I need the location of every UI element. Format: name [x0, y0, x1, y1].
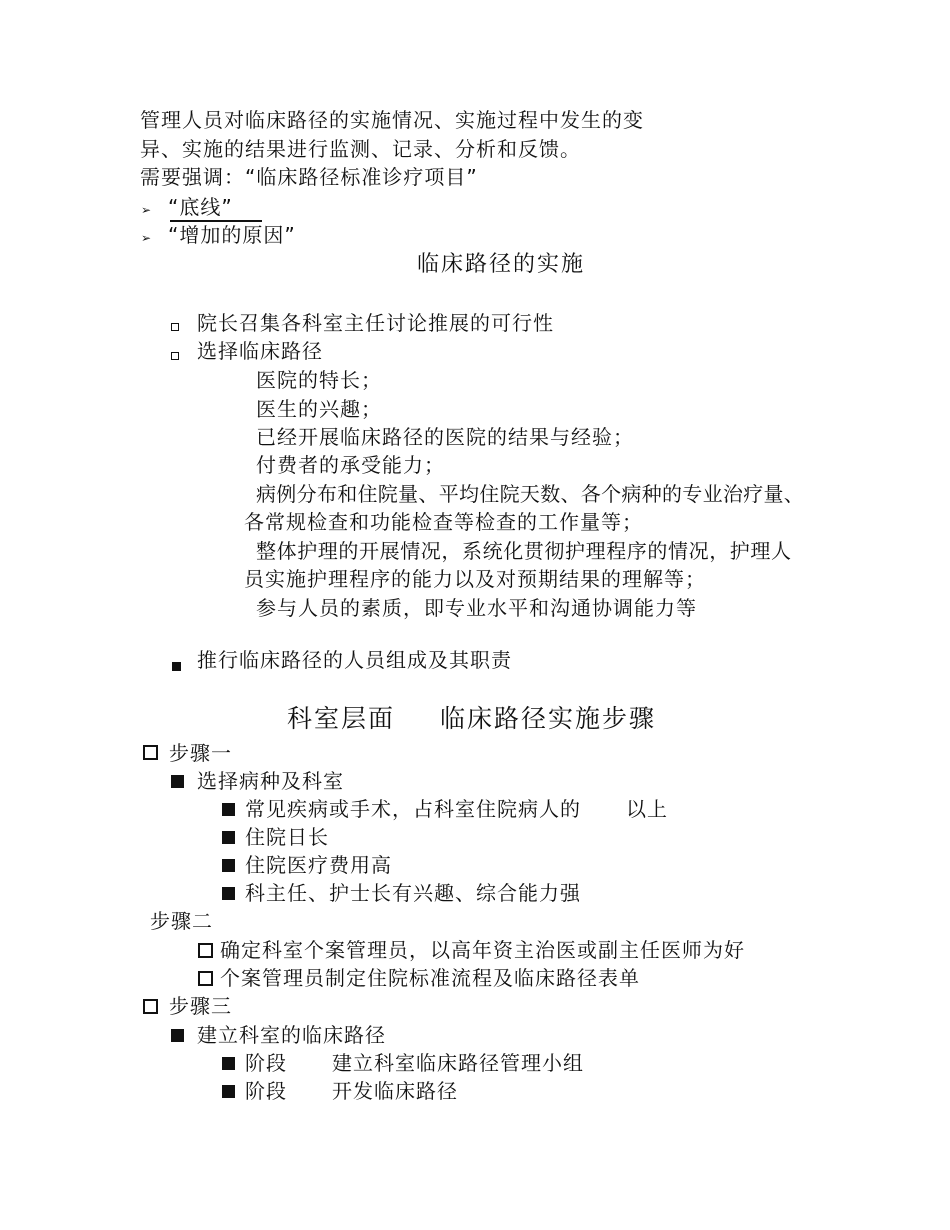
- list-item: 院长召集各科室主任讨论推展的可行性: [197, 311, 554, 335]
- square-bullet-icon: [222, 859, 235, 872]
- sub-item: 病例分布和住院量、平均住院天数、各个病种的专业治疗量、: [256, 482, 805, 506]
- sub-item: 阶段: [245, 1079, 287, 1103]
- arrow-bullet-icon: ➢: [141, 231, 152, 245]
- arrow-bullet-icon: ➢: [141, 203, 152, 217]
- sub-item: 参与人员的素质，即专业水平和沟通协调能力等: [256, 596, 697, 620]
- sub-item-tail: 以上: [626, 797, 668, 821]
- sub-item: 已经开展临床路径的医院的结果与经验；: [256, 425, 634, 449]
- checkbox-icon: [171, 352, 179, 360]
- square-bullet-icon: [222, 803, 235, 816]
- square-bullet-icon: [222, 887, 235, 900]
- section-title: 临床路径的实施: [417, 252, 586, 277]
- sub-item-text: 建立科室临床路径管理小组: [332, 1051, 584, 1075]
- sub-item-text: 开发临床路径: [332, 1079, 458, 1103]
- checkbox-icon: [198, 943, 213, 958]
- checkbox-icon: [143, 745, 158, 760]
- checkbox-icon: [171, 323, 179, 331]
- square-bullet-icon: [171, 775, 184, 788]
- sub-item: 医院的特长；: [256, 368, 382, 392]
- sub-item: 付费者的承受能力；: [256, 453, 445, 477]
- sub-item: 常见疾病或手术，占科室住院病人的: [245, 797, 581, 821]
- square-bullet-icon: [171, 1029, 184, 1042]
- bullet-added-reason: “增加的原因”: [168, 223, 296, 247]
- list-item: 选择病种及科室: [197, 769, 344, 793]
- sub-item-cont: 各常规检查和功能检查等检查的工作量等；: [244, 510, 643, 534]
- sub-item-cont: 员实施护理程序的能力以及对预期结果的理解等；: [244, 567, 706, 591]
- checkbox-icon: [198, 971, 213, 986]
- sub-item: 整体护理的开展情况，系统化贯彻护理程序的情况，护理人: [256, 539, 792, 563]
- section-title-left: 科室层面: [287, 704, 396, 733]
- square-bullet-icon: [222, 831, 235, 844]
- intro-line-1: 管理人员对临床路径的实施情况、实施过程中发生的变: [140, 108, 644, 132]
- square-bullet-icon: [172, 662, 181, 671]
- list-item: 选择临床路径: [197, 339, 323, 363]
- list-item: 确定科室个案管理员，以高年资主治医或副主任医师为好: [220, 938, 745, 962]
- intro-line-3: 需要强调：“临床路径标准诊疗项目”: [140, 165, 478, 189]
- intro-line-2: 异、实施的结果进行监测、记录、分析和反馈。: [140, 137, 581, 161]
- sub-item: 医生的兴趣；: [256, 397, 382, 421]
- sub-item: 住院日长: [245, 825, 329, 849]
- sub-item: 科主任、护士长有兴趣、综合能力强: [245, 881, 581, 905]
- square-bullet-icon: [222, 1085, 235, 1098]
- step-label: 步骤二: [150, 909, 213, 933]
- step-label: 步骤三: [169, 994, 232, 1018]
- list-item: 推行临床路径的人员组成及其职责: [197, 648, 512, 672]
- list-item: 建立科室的临床路径: [197, 1023, 386, 1047]
- list-item: 个案管理员制定住院标准流程及临床路径表单: [220, 966, 640, 990]
- checkbox-icon: [143, 999, 158, 1014]
- sub-item: 阶段: [245, 1051, 287, 1075]
- square-bullet-icon: [222, 1057, 235, 1070]
- bullet-baseline: “底线”: [168, 195, 233, 219]
- step-label: 步骤一: [169, 741, 232, 765]
- sub-item: 住院医疗费用高: [245, 853, 392, 877]
- section-title-right: 临床路径实施步骤: [440, 704, 657, 733]
